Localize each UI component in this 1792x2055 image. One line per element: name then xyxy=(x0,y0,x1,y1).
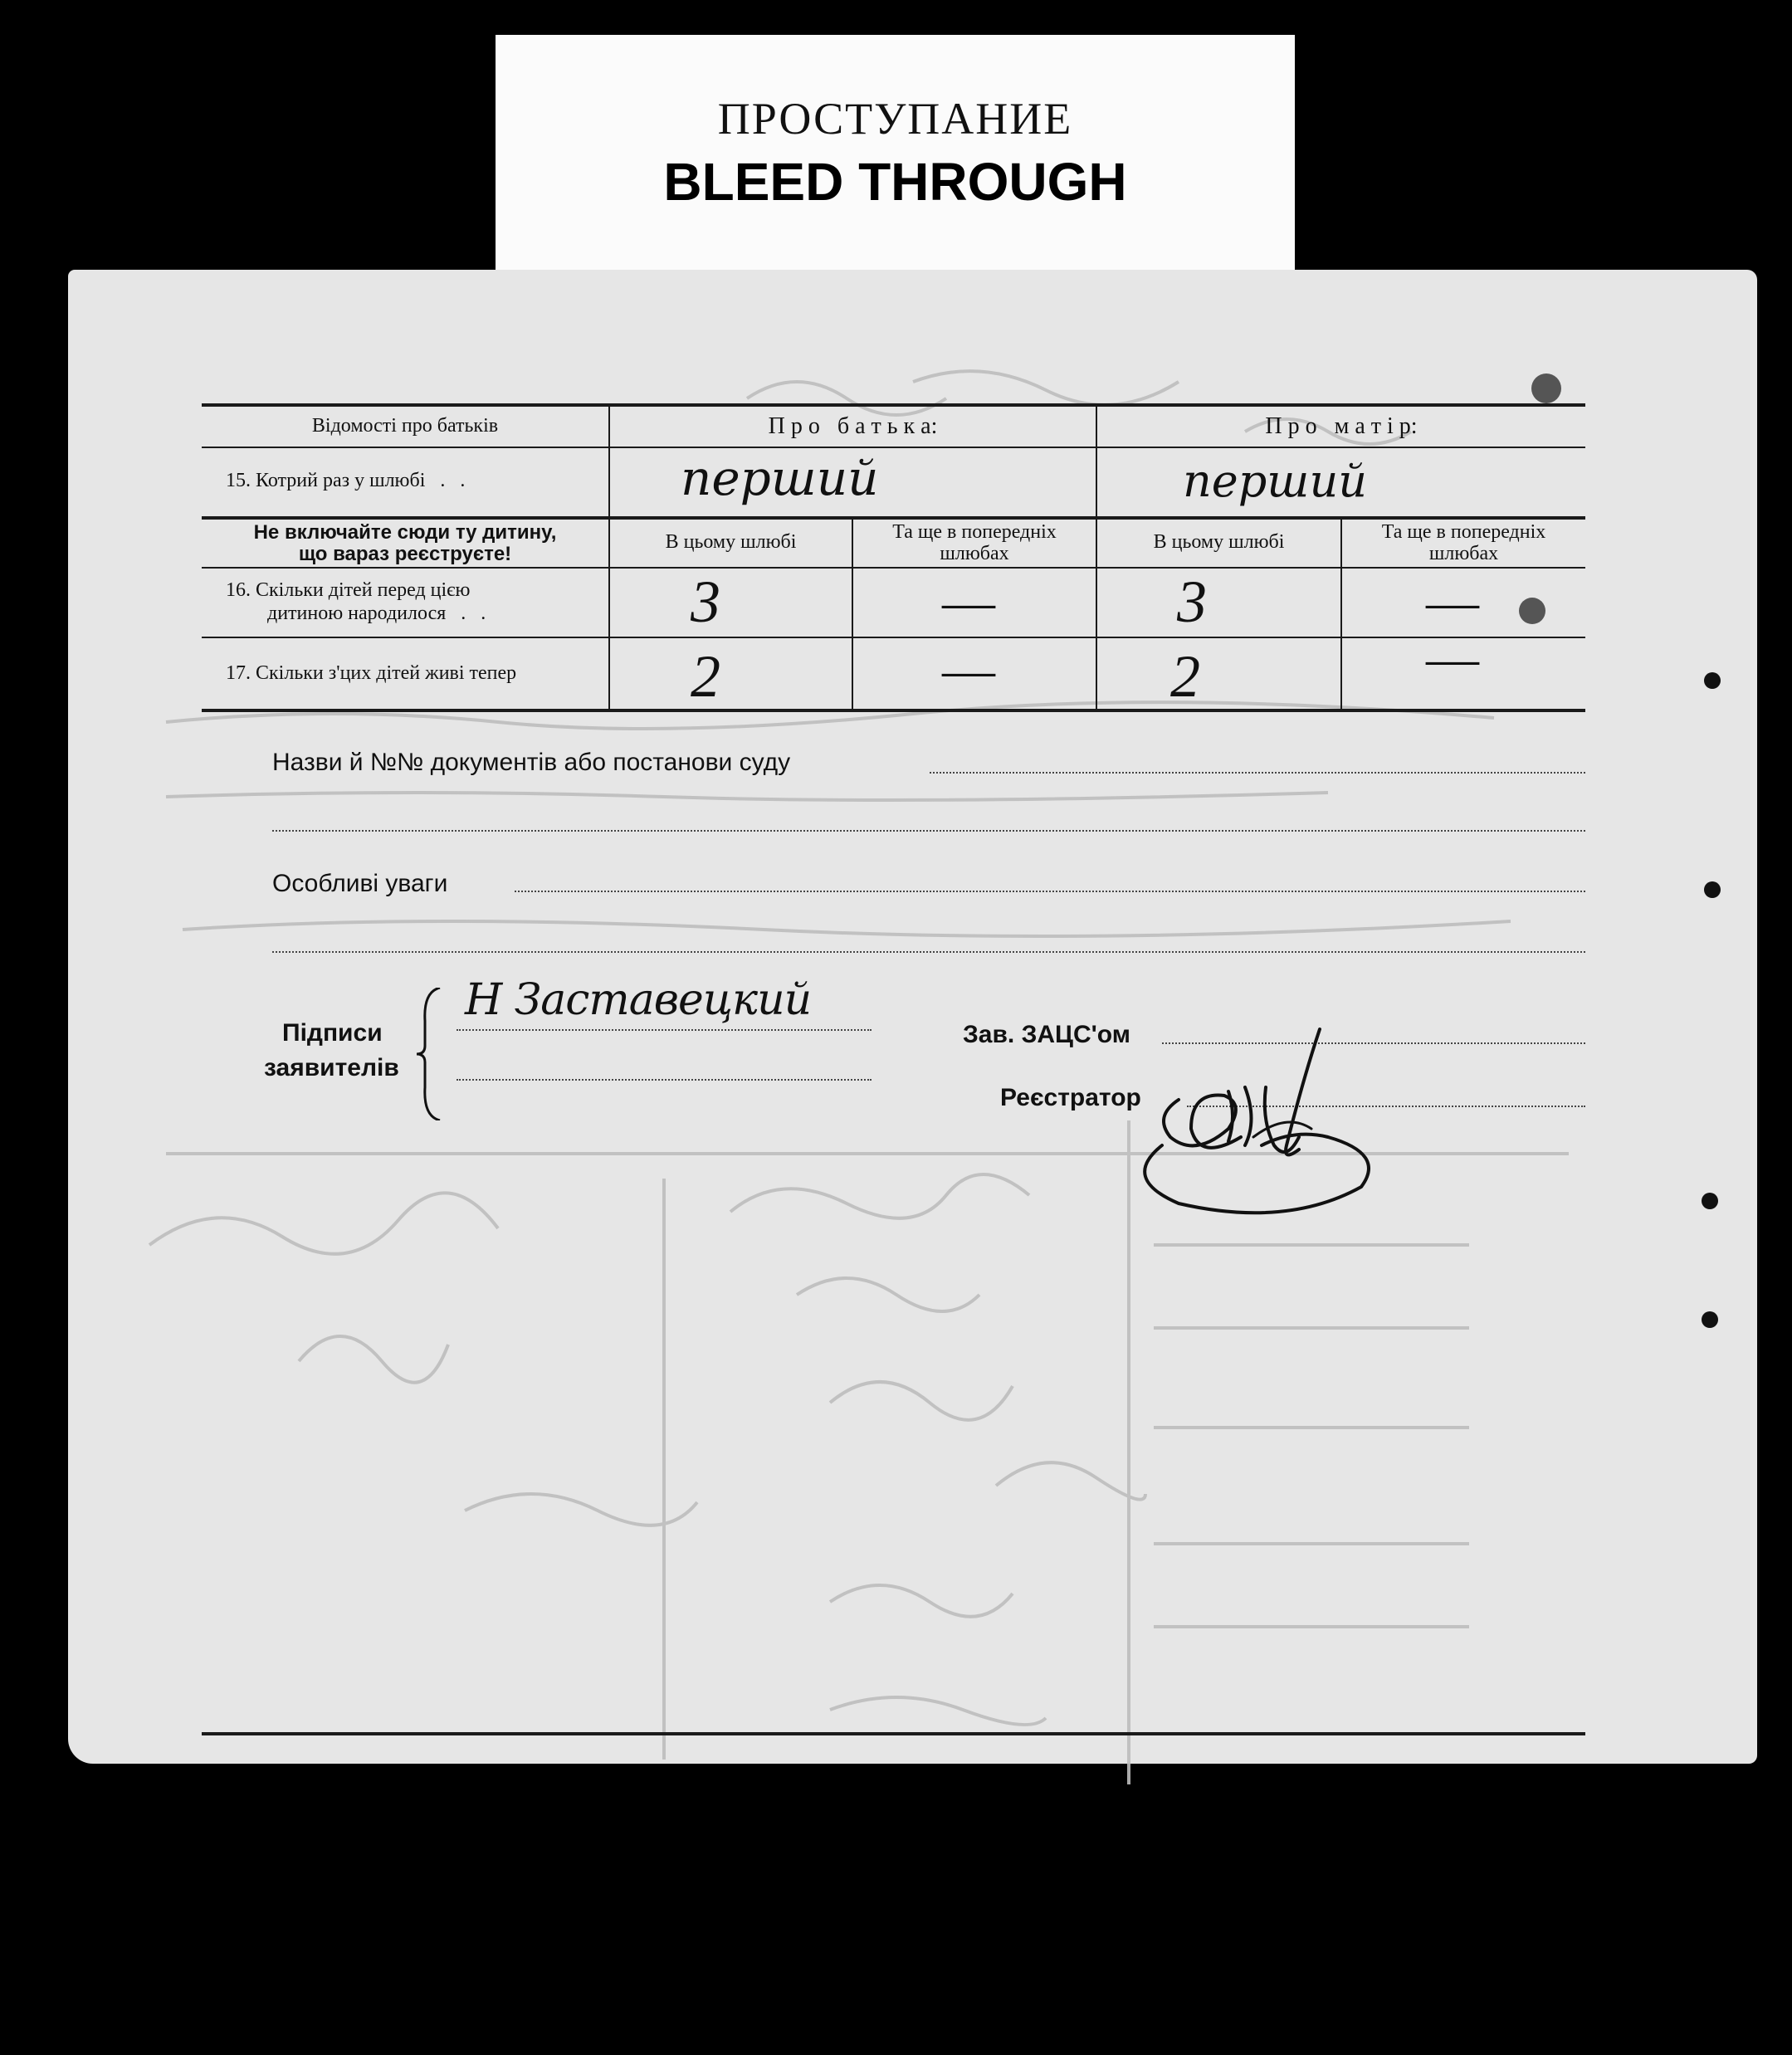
remarks-line xyxy=(515,891,1585,892)
header-about-father: П р о б а т ь к а: xyxy=(768,413,938,439)
header-about-mother: П р о м а т і р: xyxy=(1265,413,1418,439)
banner-title-en: BLEED THROUGH xyxy=(663,152,1127,212)
documents-line xyxy=(930,772,1585,774)
row17-mother-prev: — xyxy=(1426,628,1479,687)
row15-father-value: перший xyxy=(681,450,879,506)
registrar-signature xyxy=(1129,1021,1394,1212)
punch-hole xyxy=(1704,881,1721,898)
bleed-through-banner xyxy=(496,35,1295,277)
punch-hole xyxy=(1519,598,1545,624)
table-rule xyxy=(202,516,1585,520)
remarks-line xyxy=(272,951,1585,953)
row17-label: 17. Скільки з'цих дітей живі тепер xyxy=(226,662,517,684)
row16-father-this: 3 xyxy=(691,569,720,635)
banner-title-ru: ПРОСТУПАНИЕ xyxy=(717,94,1073,144)
punch-hole xyxy=(1531,373,1561,403)
applicants-label-line2: заявителів xyxy=(264,1054,399,1081)
father-in-this-marriage: В цьому шлюбі xyxy=(665,531,797,553)
table-rule xyxy=(202,567,1585,569)
row17-father-prev: — xyxy=(942,640,995,699)
applicants-label-line1: Підписи xyxy=(282,1019,383,1047)
table-col-rule xyxy=(608,407,610,709)
remarks-label: Особливі уваги xyxy=(272,870,448,897)
note-line2: що вараз реєструєте! xyxy=(298,543,512,565)
mother-in-this-marriage: В цьому шлюбі xyxy=(1153,531,1285,553)
punch-hole xyxy=(1702,1311,1718,1328)
row15-label: 15. Котрий раз у шлюбі . . xyxy=(226,470,466,491)
punch-hole xyxy=(1704,672,1721,689)
table-bottom-rule xyxy=(202,709,1585,712)
note-line1: Не включайте сюди ту дитину, xyxy=(253,521,557,544)
applicant-line xyxy=(457,1079,872,1081)
applicant-line xyxy=(457,1029,872,1031)
documents-line xyxy=(272,830,1585,832)
row15-mother-value: перший xyxy=(1183,455,1368,507)
documents-label: Назви й №№ документів або постанови суду xyxy=(272,749,791,776)
row16-label-line1: 16. Скільки дітей перед цією xyxy=(226,579,471,601)
table-col-rule xyxy=(1096,407,1097,709)
table-top-rule xyxy=(202,403,1585,407)
applicant-signature: Н Заставецкий xyxy=(465,975,812,1025)
row16-label-line2: дитиною народилося . . xyxy=(267,603,486,624)
row16-mother-prev: — xyxy=(1426,572,1479,631)
registrar-label: Реєстратор xyxy=(1000,1084,1141,1111)
applicants-brace xyxy=(415,988,448,1120)
table-rule xyxy=(202,637,1585,638)
header-parents-info: Відомості про батьків xyxy=(311,415,499,437)
table-rule xyxy=(202,447,1585,448)
document-sheet xyxy=(68,270,1757,1764)
row17-father-this: 2 xyxy=(691,643,720,710)
mother-previous-line2: шлюбах xyxy=(1428,543,1499,564)
father-previous-line1: Та ще в попередніх xyxy=(892,521,1057,543)
head-label: Зав. ЗАЦС'ом xyxy=(963,1021,1130,1048)
mother-previous-line1: Та ще в попередніх xyxy=(1381,521,1546,543)
father-previous-line2: шлюбах xyxy=(940,543,1009,564)
row16-mother-this: 3 xyxy=(1177,569,1207,635)
sheet-bottom-rule xyxy=(202,1732,1585,1735)
row16-father-prev: — xyxy=(942,572,995,631)
row17-mother-this: 2 xyxy=(1170,643,1200,710)
punch-hole xyxy=(1702,1193,1718,1209)
